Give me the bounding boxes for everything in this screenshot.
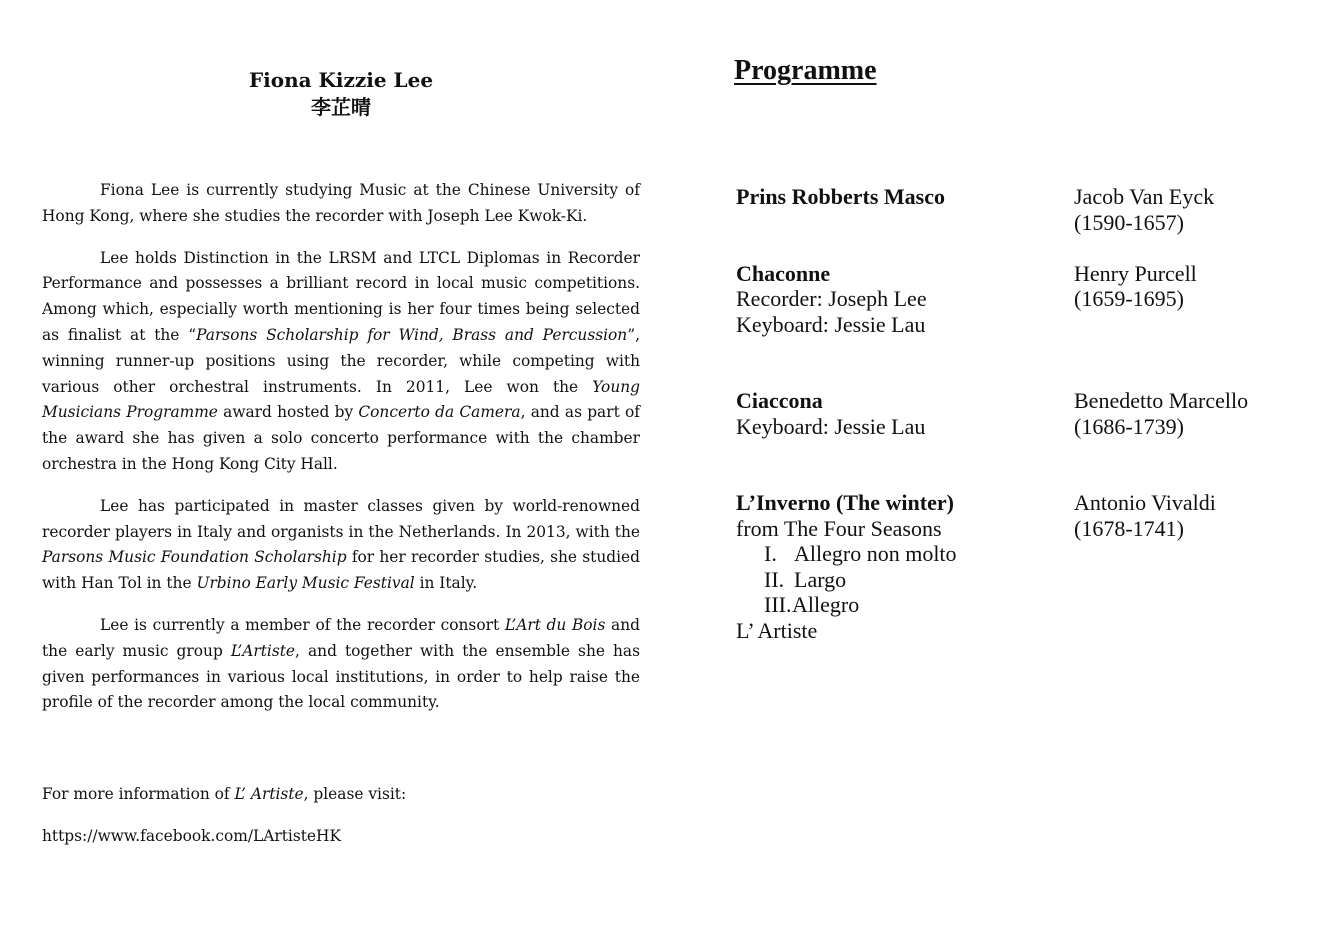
text-run: Lee is currently a member of the recorder consort	[100, 615, 505, 634]
composer	[1074, 490, 1314, 541]
bio-paragraph	[42, 178, 640, 230]
piece-detail: Keyboard: Jessie Lau	[736, 413, 926, 439]
performer-chinese-name: 李芷晴	[311, 95, 371, 119]
text-run: in Italy.	[414, 574, 478, 593]
movement-item	[764, 567, 1066, 593]
more-info-suffix: , please visit:	[303, 785, 407, 804]
text-run: and the early music group	[42, 615, 640, 660]
programme-piece	[736, 388, 1316, 439]
composer-name: Henry Purcell	[1074, 260, 1197, 286]
movement-number: III.	[764, 592, 792, 617]
composer-name: Benedetto Marcello	[1074, 388, 1249, 413]
composer	[1074, 184, 1314, 235]
biography-column	[42, 66, 640, 866]
italic-title: Concerto da Camera	[358, 403, 521, 422]
italic-title: Young Musicians Programme	[42, 377, 640, 422]
piece-detail: Keyboard: Jessie Lau	[736, 311, 926, 337]
piece-title: L’Inverno (The winter)	[736, 490, 954, 515]
more-info-prefix: For more information of	[42, 785, 235, 804]
programme-piece	[736, 261, 1316, 338]
piece-title: Prins Robberts Masco	[736, 184, 945, 209]
programme-piece	[736, 490, 1316, 643]
composer-dates: (1659-1695)	[1074, 286, 1184, 311]
text-run: award hosted by	[217, 403, 359, 422]
biography-text	[42, 178, 640, 716]
piece-title: Ciaccona	[736, 388, 823, 413]
piece-detail: from The Four Seasons	[736, 515, 942, 541]
programme-column	[736, 54, 1316, 643]
composer	[1074, 261, 1314, 312]
more-info-line	[42, 782, 640, 808]
movement-item	[764, 592, 1066, 618]
italic-title: L’Artiste	[230, 641, 296, 660]
text-run: Lee has participated in master classes given by world-renowned recorder players in Italy and organists in the Netherlands. In 2013, with the	[42, 496, 640, 541]
composer-dates: (1590-1657)	[1074, 209, 1184, 235]
programme-title: Programme	[734, 55, 877, 86]
italic-title: Urbino Early Music Festival	[196, 574, 415, 593]
text-run: , and as part of the award she has given a solo concerto performance with the chamber orchestra in the Hong Kong City Hall.	[42, 403, 640, 473]
composer	[1074, 388, 1314, 439]
bio-paragraph	[42, 246, 640, 478]
more-info	[42, 782, 640, 850]
italic-title: Parsons Music Foundation Scholarship	[42, 548, 347, 567]
programme-piece	[736, 184, 1316, 235]
programme-list	[736, 184, 1316, 643]
text-run: ”, winning runner-up positions using the recorder, while competing with various other orchestral instruments. In 2011, Lee won the	[42, 325, 640, 396]
bio-paragraph	[42, 494, 640, 597]
movement-name: Largo	[794, 566, 847, 592]
piece-work	[736, 261, 1066, 338]
italic-title: L’Art du Bois	[504, 615, 606, 634]
facebook-link[interactable]: https://www.facebook.com/LArtisteHK	[42, 826, 341, 845]
bio-paragraph	[42, 613, 640, 716]
ensemble-name: L’ Artiste	[234, 785, 304, 804]
movement-list	[736, 541, 1066, 618]
composer-name: Jacob Van Eyck	[1074, 184, 1215, 209]
movement-number: II.	[764, 566, 785, 592]
text-run: for her recorder studies, she studied with Han Tol in the	[42, 548, 640, 593]
piece-performer: L’ Artiste	[736, 617, 818, 643]
piece-work	[736, 388, 1066, 439]
performer-name: Fiona Kizzie Lee	[248, 68, 434, 92]
movement-name: Allegro	[792, 592, 860, 617]
composer-dates: (1678-1741)	[1074, 515, 1184, 541]
composer-name: Antonio Vivaldi	[1074, 490, 1216, 515]
piece-work	[736, 490, 1066, 643]
composer-dates: (1686-1739)	[1074, 413, 1184, 439]
text-run: , and together with the ensemble she has given performances in various local institutions, in order to help raise the profile of the recorder among the local community.	[42, 641, 640, 712]
piece-title: Chaconne	[736, 260, 831, 286]
italic-title: Parsons Scholarship for Wind, Brass and Percussion	[196, 325, 628, 344]
text-run: Lee holds Distinction in the LRSM and LTCL Diplomas in Recorder Performance and possesses a brilliant record in local music competitions. Among which, especially worth mentioning is her four times being selected as finalist at the “	[42, 248, 640, 344]
piece-detail: Recorder: Joseph Lee	[736, 286, 927, 311]
piece-work	[736, 184, 1066, 210]
movement-number: I.	[764, 541, 777, 566]
movement-item	[764, 541, 1066, 567]
movement-name: Allegro non molto	[794, 541, 957, 566]
text-run: Fiona Lee is currently studying Music at the Chinese University of Hong Kong, where she studies the recorder with Joseph Lee Kwok-Ki.	[42, 181, 640, 225]
